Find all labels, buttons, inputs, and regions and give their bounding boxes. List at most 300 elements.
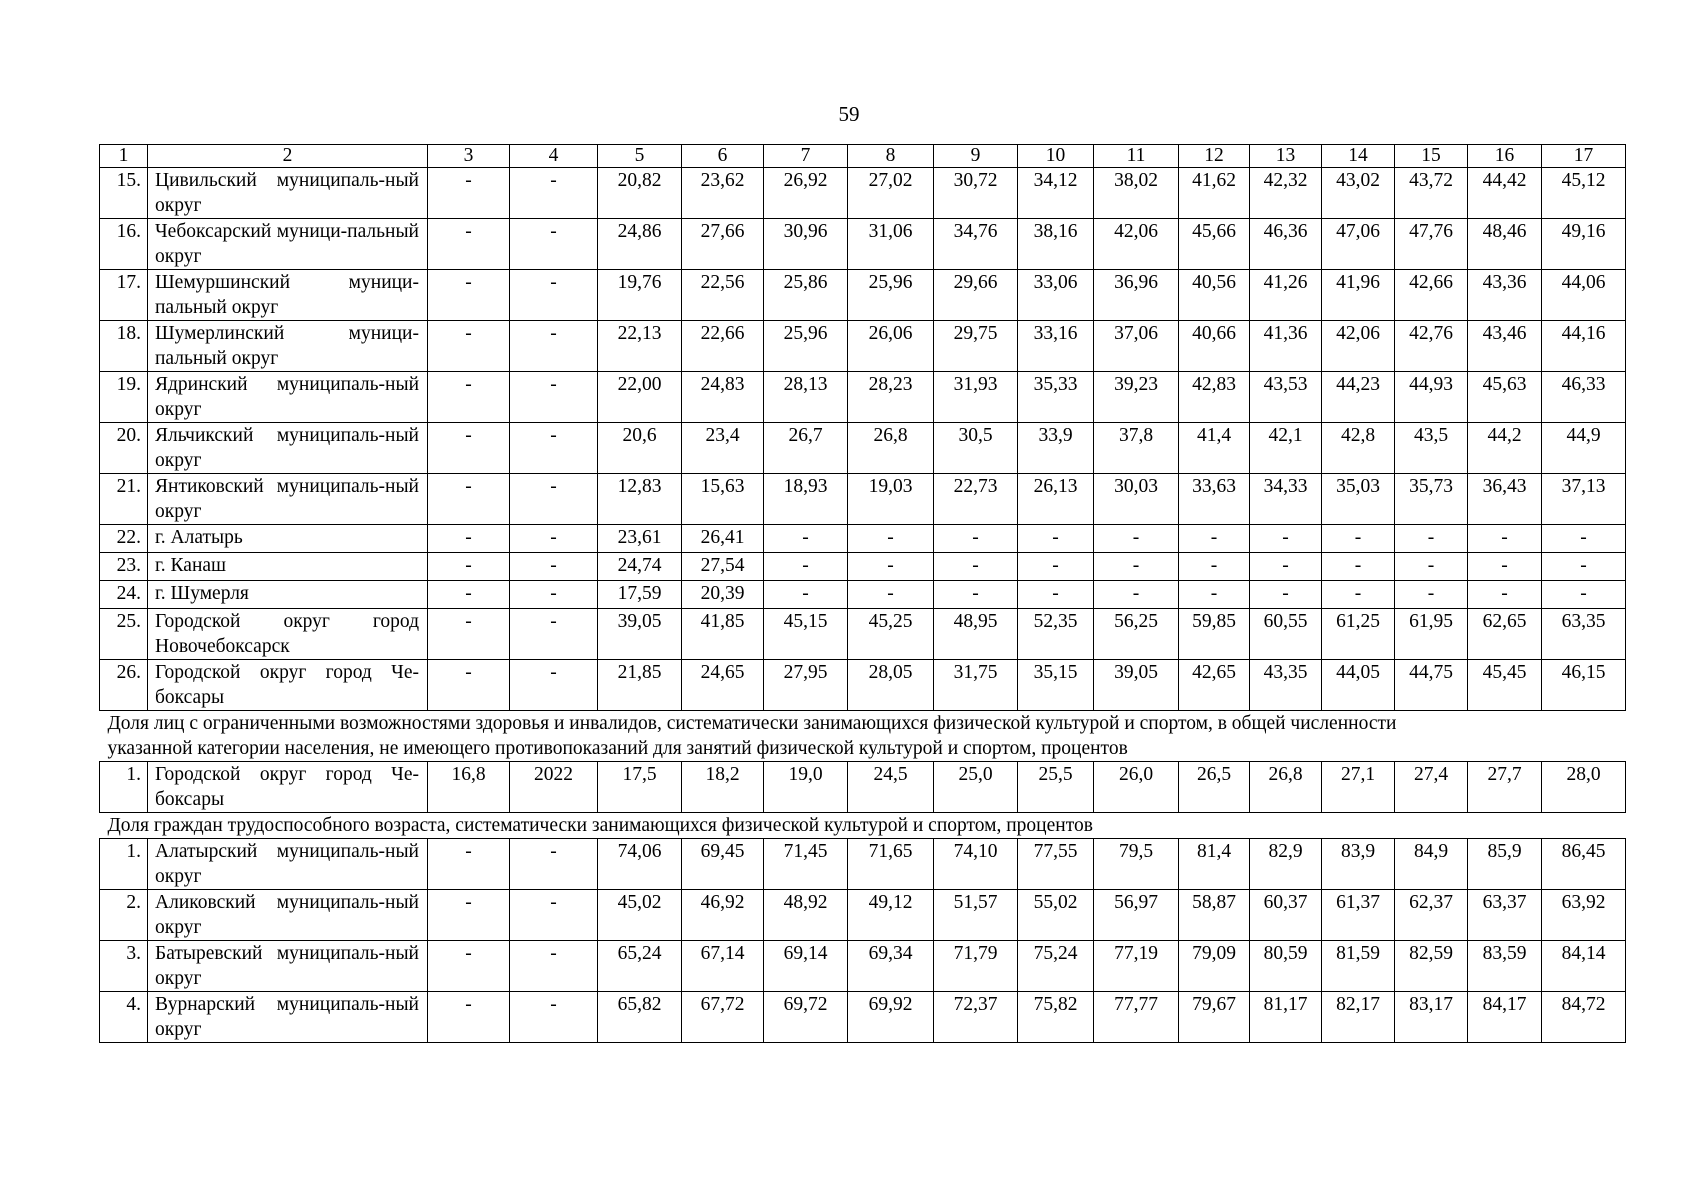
table-row [100,839,1626,890]
municipality-name: Цивильский муниципаль-ный округ [148,168,428,219]
column-number: 14 [1322,145,1395,168]
value-cell: 63,37 [1468,890,1542,941]
value-cell: 26,8 [1250,762,1322,813]
value-cell: 61,37 [1322,890,1395,941]
base-year-cell: - [510,839,598,890]
value-cell: 20,6 [598,423,682,474]
base-value-cell: - [428,270,510,321]
value-cell: 44,93 [1395,372,1468,423]
value-cell: 45,45 [1468,660,1542,711]
value-cell: 18,2 [682,762,764,813]
value-cell: 26,7 [764,423,848,474]
value-cell: 42,8 [1322,423,1395,474]
value-cell: 19,03 [848,474,934,525]
base-value-cell: - [428,660,510,711]
table-row [100,609,1626,660]
value-cell: 61,25 [1322,609,1395,660]
column-number: 12 [1179,145,1250,168]
value-cell: - [1542,581,1626,609]
value-cell: 23,4 [682,423,764,474]
value-cell: 28,13 [764,372,848,423]
value-cell: 46,92 [682,890,764,941]
value-cell: - [934,553,1018,581]
value-cell: 62,65 [1468,609,1542,660]
value-cell: 43,5 [1395,423,1468,474]
base-year-cell: 2022 [510,762,598,813]
value-cell: - [934,525,1018,553]
value-cell: 69,14 [764,941,848,992]
value-cell: - [1018,581,1094,609]
value-cell: 75,24 [1018,941,1094,992]
value-cell: 25,86 [764,270,848,321]
column-number: 11 [1094,145,1179,168]
row-number: 21. [100,474,148,525]
section-title [100,711,1626,762]
value-cell: 65,24 [598,941,682,992]
value-cell: 23,62 [682,168,764,219]
value-cell: 43,02 [1322,168,1395,219]
value-cell: 65,82 [598,992,682,1043]
column-number-row [100,145,1626,168]
table-row [100,992,1626,1043]
value-cell: 23,61 [598,525,682,553]
column-number: 16 [1468,145,1542,168]
table-row [100,168,1626,219]
value-cell: 25,96 [848,270,934,321]
value-cell: 46,36 [1250,219,1322,270]
value-cell: 55,02 [1018,890,1094,941]
row-number: 3. [100,941,148,992]
value-cell: 79,67 [1179,992,1250,1043]
municipality-name: Городской округ город Че-боксары [148,762,428,813]
municipality-name: Городской округ город Че-боксары [148,660,428,711]
value-cell: 22,66 [682,321,764,372]
column-number: 15 [1395,145,1468,168]
value-cell: 25,0 [934,762,1018,813]
value-cell: 72,37 [934,992,1018,1043]
value-cell: 41,36 [1250,321,1322,372]
value-cell: 42,1 [1250,423,1322,474]
value-cell: 37,06 [1094,321,1179,372]
value-cell: 58,87 [1179,890,1250,941]
value-cell: - [848,581,934,609]
municipality-name: Янтиковский муниципаль-ный округ [148,474,428,525]
value-cell: 44,06 [1542,270,1626,321]
value-cell: 49,16 [1542,219,1626,270]
value-cell: - [1395,581,1468,609]
value-cell: 44,9 [1542,423,1626,474]
base-year-cell: - [510,941,598,992]
value-cell: 56,25 [1094,609,1179,660]
table-row [100,219,1626,270]
value-cell: 22,73 [934,474,1018,525]
value-cell: 47,76 [1395,219,1468,270]
table-row [100,525,1626,553]
base-value-cell: - [428,474,510,525]
value-cell: 42,66 [1395,270,1468,321]
value-cell: 22,00 [598,372,682,423]
value-cell: 63,35 [1542,609,1626,660]
value-cell: 44,75 [1395,660,1468,711]
base-value-cell: - [428,219,510,270]
value-cell: - [1094,581,1179,609]
value-cell: - [764,525,848,553]
municipality-name: г. Алатырь [148,525,428,553]
row-number: 18. [100,321,148,372]
municipality-name: Яльчикский муниципаль-ный округ [148,423,428,474]
value-cell: 71,79 [934,941,1018,992]
row-number: 15. [100,168,148,219]
value-cell: 77,77 [1094,992,1179,1043]
row-number: 22. [100,525,148,553]
value-cell: 77,55 [1018,839,1094,890]
value-cell: 45,25 [848,609,934,660]
value-cell: 22,56 [682,270,764,321]
base-value-cell: - [428,609,510,660]
value-cell: 41,26 [1250,270,1322,321]
table-row [100,941,1626,992]
value-cell: 48,46 [1468,219,1542,270]
value-cell: 37,13 [1542,474,1626,525]
value-cell: 34,76 [934,219,1018,270]
value-cell: 35,15 [1018,660,1094,711]
value-cell: 45,02 [598,890,682,941]
base-year-cell: - [510,219,598,270]
base-year-cell: - [510,321,598,372]
value-cell: - [1468,553,1542,581]
value-cell: - [764,553,848,581]
base-value-cell: - [428,890,510,941]
row-number: 1. [100,762,148,813]
value-cell: - [1018,553,1094,581]
section-title-line: Доля граждан трудоспособного возраста, систематически занимающихся физической культурой и спортом, процентов [107,815,1093,836]
value-cell: 24,5 [848,762,934,813]
column-number: 4 [510,145,598,168]
value-cell: 45,12 [1542,168,1626,219]
value-cell: - [1179,553,1250,581]
value-cell: 31,75 [934,660,1018,711]
value-cell: 30,03 [1094,474,1179,525]
value-cell: 20,82 [598,168,682,219]
value-cell: 26,5 [1179,762,1250,813]
section-title [100,813,1626,839]
column-number: 10 [1018,145,1094,168]
value-cell: 36,96 [1094,270,1179,321]
value-cell: 74,10 [934,839,1018,890]
value-cell: 83,59 [1468,941,1542,992]
value-cell: 84,14 [1542,941,1626,992]
base-value-cell: - [428,992,510,1043]
value-cell: - [1542,553,1626,581]
value-cell: 69,72 [764,992,848,1043]
column-number: 8 [848,145,934,168]
value-cell: - [1018,525,1094,553]
municipality-name: Вурнарский муниципаль-ный округ [148,992,428,1043]
value-cell: 39,05 [598,609,682,660]
value-cell: 42,32 [1250,168,1322,219]
value-cell: 43,72 [1395,168,1468,219]
section-row [100,813,1626,839]
base-year-cell: - [510,992,598,1043]
row-number: 26. [100,660,148,711]
value-cell: 30,5 [934,423,1018,474]
value-cell: 37,8 [1094,423,1179,474]
base-year-cell: - [510,423,598,474]
value-cell: 45,63 [1468,372,1542,423]
value-cell: 81,17 [1250,992,1322,1043]
table-row [100,581,1626,609]
base-year-cell: - [510,581,598,609]
value-cell: 40,56 [1179,270,1250,321]
value-cell: 51,57 [934,890,1018,941]
value-cell: 27,95 [764,660,848,711]
base-year-cell: - [510,609,598,660]
value-cell: 42,83 [1179,372,1250,423]
value-cell: 25,5 [1018,762,1094,813]
value-cell: 48,92 [764,890,848,941]
municipality-name: Алатырский муниципаль-ный округ [148,839,428,890]
value-cell: 43,53 [1250,372,1322,423]
value-cell: 82,17 [1322,992,1395,1043]
value-cell: - [1179,525,1250,553]
column-number: 6 [682,145,764,168]
value-cell: 12,83 [598,474,682,525]
value-cell: 26,0 [1094,762,1179,813]
value-cell: 39,05 [1094,660,1179,711]
value-cell: - [1322,581,1395,609]
value-cell: 84,72 [1542,992,1626,1043]
value-cell: 34,12 [1018,168,1094,219]
value-cell: 38,16 [1018,219,1094,270]
value-cell: 43,35 [1250,660,1322,711]
municipality-name: г. Шумерля [148,581,428,609]
row-number: 2. [100,890,148,941]
base-year-cell: - [510,372,598,423]
row-number: 16. [100,219,148,270]
row-number: 4. [100,992,148,1043]
row-number: 25. [100,609,148,660]
value-cell: 42,06 [1322,321,1395,372]
municipality-name: Чебоксарский муници-пальный округ [148,219,428,270]
value-cell: 27,1 [1322,762,1395,813]
value-cell: 29,66 [934,270,1018,321]
value-cell: 81,4 [1179,839,1250,890]
value-cell: 22,13 [598,321,682,372]
value-cell: - [1542,525,1626,553]
page-number: 59 [838,102,860,126]
value-cell: 27,7 [1468,762,1542,813]
table-row [100,762,1626,813]
value-cell: 44,2 [1468,423,1542,474]
value-cell: - [1395,553,1468,581]
value-cell: 26,13 [1018,474,1094,525]
value-cell: 79,5 [1094,839,1179,890]
value-cell: 33,16 [1018,321,1094,372]
municipality-name: Аликовский муниципаль-ный округ [148,890,428,941]
value-cell: 46,33 [1542,372,1626,423]
base-value-cell: - [428,321,510,372]
base-value-cell: - [428,839,510,890]
column-number: 13 [1250,145,1322,168]
value-cell: - [1250,553,1322,581]
value-cell: 69,34 [848,941,934,992]
value-cell: 26,92 [764,168,848,219]
municipality-name: Городской округ город Новочебоксарск [148,609,428,660]
value-cell: - [1094,525,1179,553]
value-cell: 27,54 [682,553,764,581]
value-cell: 31,06 [848,219,934,270]
table-row [100,321,1626,372]
base-value-cell: - [428,941,510,992]
value-cell: 26,8 [848,423,934,474]
indicator-table [99,144,1626,1043]
value-cell: 35,03 [1322,474,1395,525]
value-cell: 71,65 [848,839,934,890]
value-cell: 27,02 [848,168,934,219]
value-cell: - [764,581,848,609]
value-cell: 41,96 [1322,270,1395,321]
section-title-line: указанной категории населения, не имеющего противопоказаний для занятий физической культурой и спортом, процентов [107,738,1128,759]
value-cell: 28,05 [848,660,934,711]
value-cell: 60,37 [1250,890,1322,941]
row-number: 24. [100,581,148,609]
base-value-cell: - [428,581,510,609]
row-number: 1. [100,839,148,890]
value-cell: - [1179,581,1250,609]
value-cell: - [1468,525,1542,553]
section-title-line: Доля лиц с ограниченными возможностями здоровья и инвалидов, систематически занимающихся физической культурой и спортом, в общей численности [107,713,1397,734]
value-cell: 69,45 [682,839,764,890]
value-cell: 33,9 [1018,423,1094,474]
value-cell: - [848,525,934,553]
value-cell: 80,59 [1250,941,1322,992]
value-cell: 74,06 [598,839,682,890]
value-cell: 69,92 [848,992,934,1043]
column-number: 1 [100,145,148,168]
row-number: 17. [100,270,148,321]
value-cell: 56,97 [1094,890,1179,941]
row-number: 23. [100,553,148,581]
value-cell: 30,96 [764,219,848,270]
value-cell: - [1322,553,1395,581]
value-cell: 24,86 [598,219,682,270]
value-cell: 42,06 [1094,219,1179,270]
value-cell: 47,06 [1322,219,1395,270]
value-cell: 49,12 [848,890,934,941]
value-cell: 44,42 [1468,168,1542,219]
value-cell: - [1094,553,1179,581]
value-cell: 77,19 [1094,941,1179,992]
value-cell: 30,72 [934,168,1018,219]
base-year-cell: - [510,525,598,553]
column-number: 17 [1542,145,1626,168]
value-cell: 59,85 [1179,609,1250,660]
value-cell: 44,05 [1322,660,1395,711]
value-cell: 61,95 [1395,609,1468,660]
row-number: 19. [100,372,148,423]
table-row [100,890,1626,941]
base-year-cell: - [510,474,598,525]
value-cell: 52,35 [1018,609,1094,660]
value-cell: 43,36 [1468,270,1542,321]
value-cell: 67,14 [682,941,764,992]
value-cell: 26,41 [682,525,764,553]
value-cell: 19,0 [764,762,848,813]
table-row [100,660,1626,711]
value-cell: 45,15 [764,609,848,660]
municipality-name: Ядринский муниципаль-ный округ [148,372,428,423]
value-cell: 27,66 [682,219,764,270]
municipality-name: Шемуршинский муници-пальный округ [148,270,428,321]
municipality-name: Шумерлинский муници-пальный округ [148,321,428,372]
value-cell: 43,46 [1468,321,1542,372]
value-cell: 21,85 [598,660,682,711]
table-row [100,423,1626,474]
value-cell: 15,63 [682,474,764,525]
value-cell: 17,5 [598,762,682,813]
value-cell: 19,76 [598,270,682,321]
value-cell: 41,62 [1179,168,1250,219]
value-cell: 38,02 [1094,168,1179,219]
value-cell: 40,66 [1179,321,1250,372]
value-cell: 36,43 [1468,474,1542,525]
value-cell: 48,95 [934,609,1018,660]
value-cell: 33,63 [1179,474,1250,525]
base-year-cell: - [510,660,598,711]
value-cell: - [1322,525,1395,553]
value-cell: 31,93 [934,372,1018,423]
value-cell: 84,17 [1468,992,1542,1043]
value-cell: 84,9 [1395,839,1468,890]
base-year-cell: - [510,270,598,321]
value-cell: 34,33 [1250,474,1322,525]
value-cell: - [934,581,1018,609]
value-cell: 24,74 [598,553,682,581]
value-cell: 82,59 [1395,941,1468,992]
section-row [100,711,1626,762]
value-cell: 41,4 [1179,423,1250,474]
value-cell: - [1250,525,1322,553]
value-cell: 42,65 [1179,660,1250,711]
column-number: 2 [148,145,428,168]
column-number: 7 [764,145,848,168]
base-value-cell: - [428,525,510,553]
value-cell: - [1395,525,1468,553]
column-number: 9 [934,145,1018,168]
value-cell: 42,76 [1395,321,1468,372]
value-cell: 28,0 [1542,762,1626,813]
column-number: 3 [428,145,510,168]
value-cell: - [1468,581,1542,609]
municipality-name: Батыревский муниципаль-ный округ [148,941,428,992]
value-cell: 83,9 [1322,839,1395,890]
value-cell: 35,33 [1018,372,1094,423]
base-year-cell: - [510,553,598,581]
value-cell: 83,17 [1395,992,1468,1043]
table-body [100,145,1626,1043]
base-value-cell: - [428,553,510,581]
municipality-name: г. Канаш [148,553,428,581]
value-cell: 18,93 [764,474,848,525]
value-cell: 79,09 [1179,941,1250,992]
value-cell: 17,59 [598,581,682,609]
value-cell: - [848,553,934,581]
table-row [100,474,1626,525]
value-cell: 25,96 [764,321,848,372]
base-year-cell: - [510,168,598,219]
value-cell: - [1250,581,1322,609]
value-cell: 28,23 [848,372,934,423]
